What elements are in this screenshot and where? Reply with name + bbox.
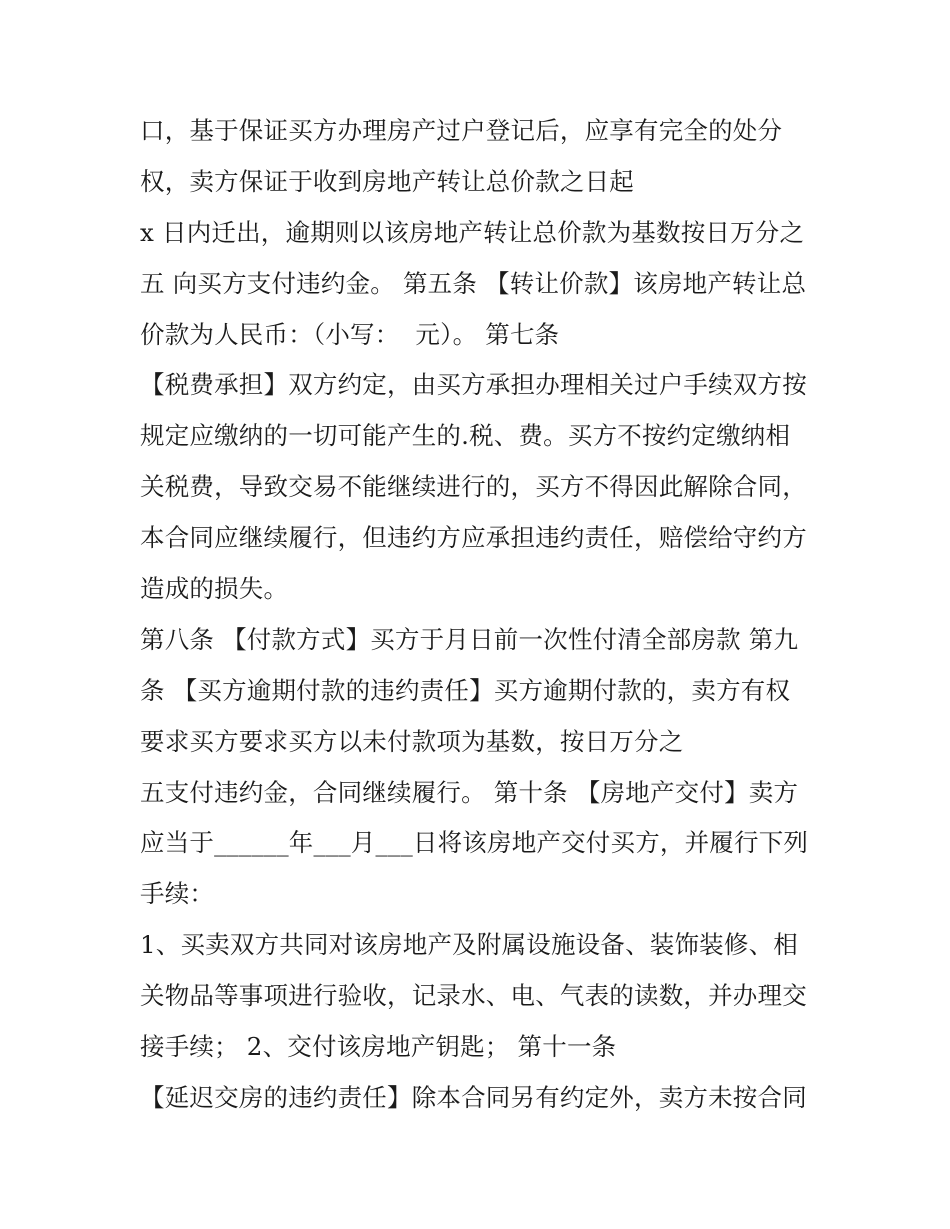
text-line: 1、买卖双方共同对该房地产及附属设施设备、装饰装修、相	[140, 930, 798, 960]
text-line: x 日内迁出，逾期则以该房地产转让总价款为基数按日万分之	[140, 217, 805, 247]
text-line: 造成的损失。	[140, 574, 289, 604]
text-line: 要求买方要求买方以未付款项为基数，按日万分之	[140, 726, 684, 756]
text-line: 本合同应继续履行，但违约方应承担违约责任，赔偿给守约方	[140, 523, 807, 553]
text-line: 第八条 【付款方式】买方于月日前一次性付清全部房款 第九	[140, 624, 799, 654]
contract-body-text	[140, 106, 830, 1124]
text-line: 口，基于保证买方办理房产过户登记后，应享有完全的处分	[140, 116, 783, 145]
text-line: 接手续； 2、交付该房地产钥匙； 第十一条	[140, 1032, 617, 1062]
text-line: 五支付违约金，合同继续履行。 第十条 【房地产交付】卖方	[140, 777, 799, 807]
text-line: 关税费，导致交易不能继续进行的，买方不得因此解除合同，	[140, 472, 807, 502]
text-line: 【延迟交房的违约责任】除本合同另有约定外，卖方未按合同	[140, 1082, 807, 1112]
text-line: 规定应缴纳的一切可能产生的.税、费。买方不按约定缴纳相	[140, 421, 791, 451]
text-line: 条 【买方逾期付款的违约责任】买方逾期付款的，卖方有权	[140, 675, 791, 705]
text-line: 应当于______年___月___日将该房地产交付买方，并履行下列	[140, 828, 809, 858]
text-line: 【税费承担】双方约定，由买方承担办理相关过户手续双方按	[140, 370, 807, 400]
text-line: 权，卖方保证于收到房地产转让总价款之日起	[140, 166, 634, 196]
text-line: 五 向买方支付违约金。 第五条 【转让价款】该房地产转让总	[140, 268, 807, 298]
text-line: 价款为人民币：（小写： 元）。 第七条	[140, 319, 560, 349]
text-line: 手续：	[140, 879, 215, 909]
text-line: 关物品等事项进行验收，记录水、电、气表的读数，并办理交	[140, 981, 807, 1011]
